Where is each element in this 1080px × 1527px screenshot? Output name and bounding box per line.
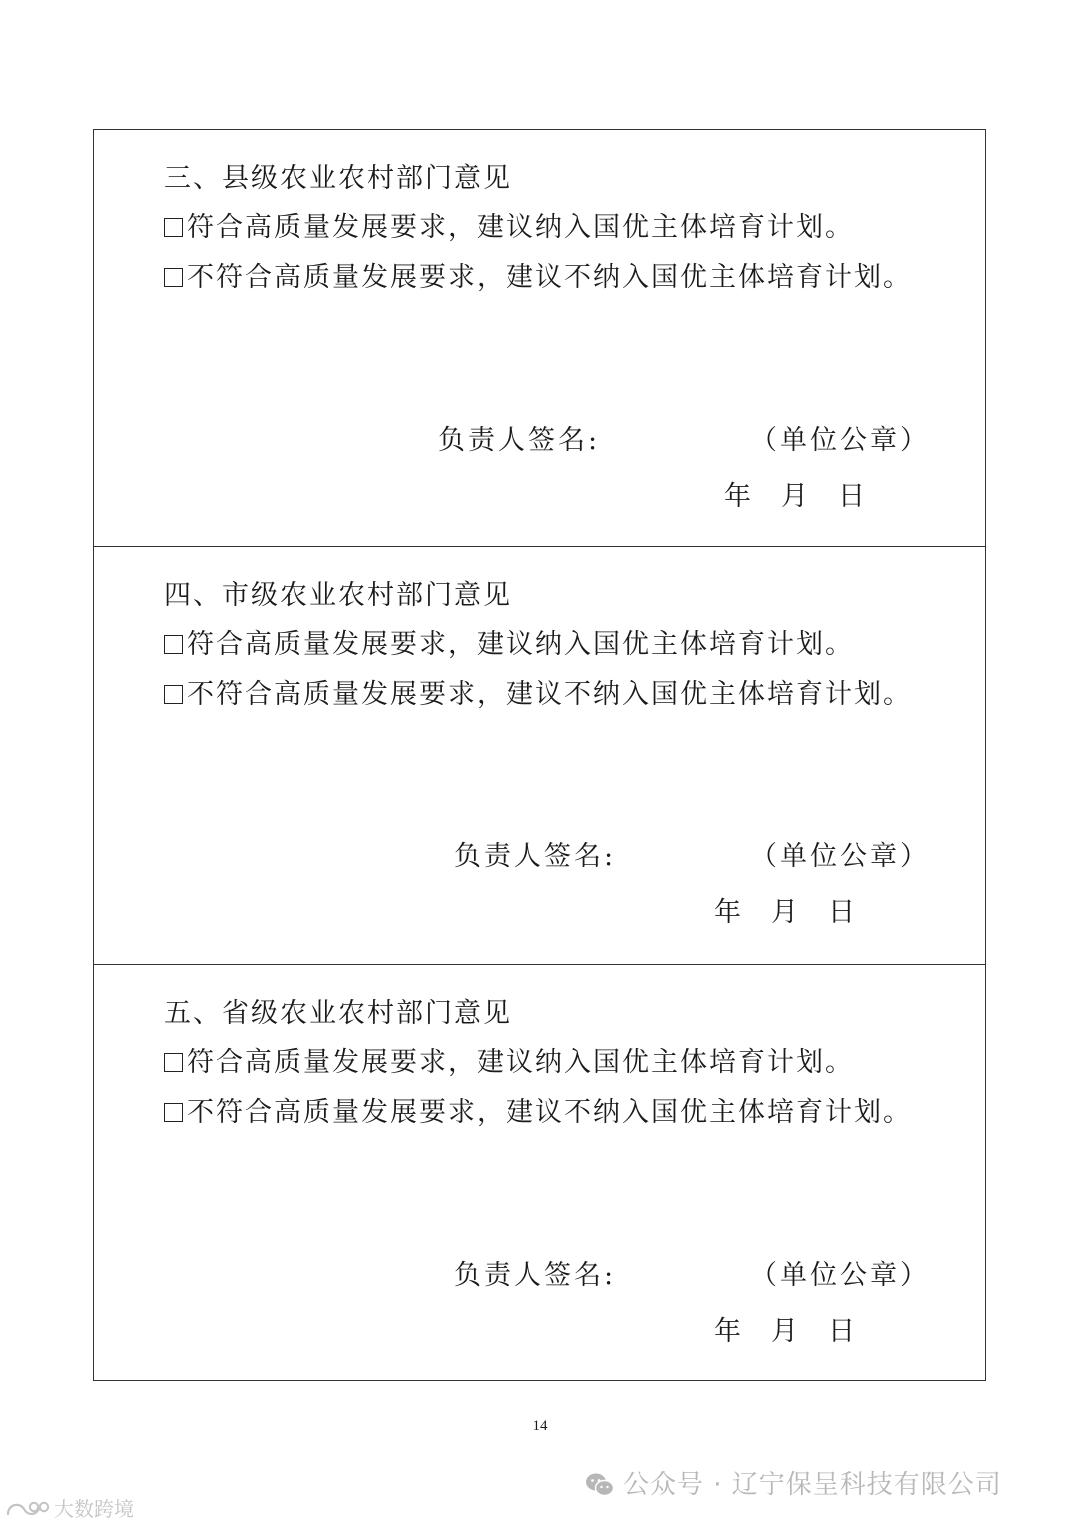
date-day: 日 <box>828 1316 855 1347</box>
option-reject[interactable] <box>164 681 912 708</box>
signature-label: 负责人签名: <box>454 841 617 872</box>
wechat-watermark-text: 公众号 · 辽宁保呈科技有限公司 <box>623 1470 1002 1500</box>
checkbox[interactable] <box>164 218 183 237</box>
date-year: 年 <box>714 897 741 928</box>
date-month: 月 <box>771 897 798 928</box>
option-approve[interactable] <box>164 631 854 658</box>
province-opinion-section <box>94 965 985 1380</box>
brand-watermark-text: 大数跨境 <box>54 1497 134 1521</box>
option-reject[interactable] <box>164 264 912 291</box>
section-heading: 四、市级农业农村部门意见 <box>164 580 512 611</box>
checkbox[interactable] <box>164 268 183 287</box>
option-reject-label: 不符合高质量发展要求，建议不纳入国优主体培育计划。 <box>187 262 912 293</box>
checkbox[interactable] <box>164 1103 183 1122</box>
option-reject[interactable] <box>164 1099 912 1126</box>
brand-watermark <box>6 1493 134 1522</box>
date-row <box>724 483 865 510</box>
wechat-watermark <box>585 1464 1002 1501</box>
page-number: 14 <box>532 1418 548 1434</box>
signature-label: 负责人签名: <box>454 1260 617 1291</box>
seal-label: （单位公章） <box>750 841 930 872</box>
city-opinion-section <box>94 547 985 965</box>
county-opinion-section <box>94 130 985 547</box>
brand-logo-icon <box>6 1498 50 1520</box>
checkbox[interactable] <box>164 1053 183 1072</box>
seal-label: （单位公章） <box>750 1260 930 1291</box>
wechat-icon <box>585 1472 615 1498</box>
date-day: 日 <box>828 897 855 928</box>
date-month: 月 <box>781 481 808 512</box>
opinion-form-table <box>93 129 986 1381</box>
section-heading: 五、省级农业农村部门意见 <box>164 998 512 1029</box>
option-approve[interactable] <box>164 1049 854 1076</box>
option-approve-label: 符合高质量发展要求，建议纳入国优主体培育计划。 <box>187 1047 854 1078</box>
checkbox[interactable] <box>164 685 183 704</box>
date-row <box>714 1318 855 1345</box>
option-approve-label: 符合高质量发展要求，建议纳入国优主体培育计划。 <box>187 629 854 660</box>
option-approve-label: 符合高质量发展要求，建议纳入国优主体培育计划。 <box>187 212 854 243</box>
option-reject-label: 不符合高质量发展要求，建议不纳入国优主体培育计划。 <box>187 1097 912 1128</box>
option-approve[interactable] <box>164 214 854 241</box>
seal-label: （单位公章） <box>750 425 930 456</box>
option-reject-label: 不符合高质量发展要求，建议不纳入国优主体培育计划。 <box>187 679 912 710</box>
section-heading: 三、县级农业农村部门意见 <box>164 163 512 194</box>
checkbox[interactable] <box>164 635 183 654</box>
date-year: 年 <box>714 1316 741 1347</box>
date-month: 月 <box>771 1316 798 1347</box>
date-row <box>714 899 855 926</box>
signature-label: 负责人签名: <box>438 425 601 456</box>
date-day: 日 <box>838 481 865 512</box>
date-year: 年 <box>724 481 751 512</box>
